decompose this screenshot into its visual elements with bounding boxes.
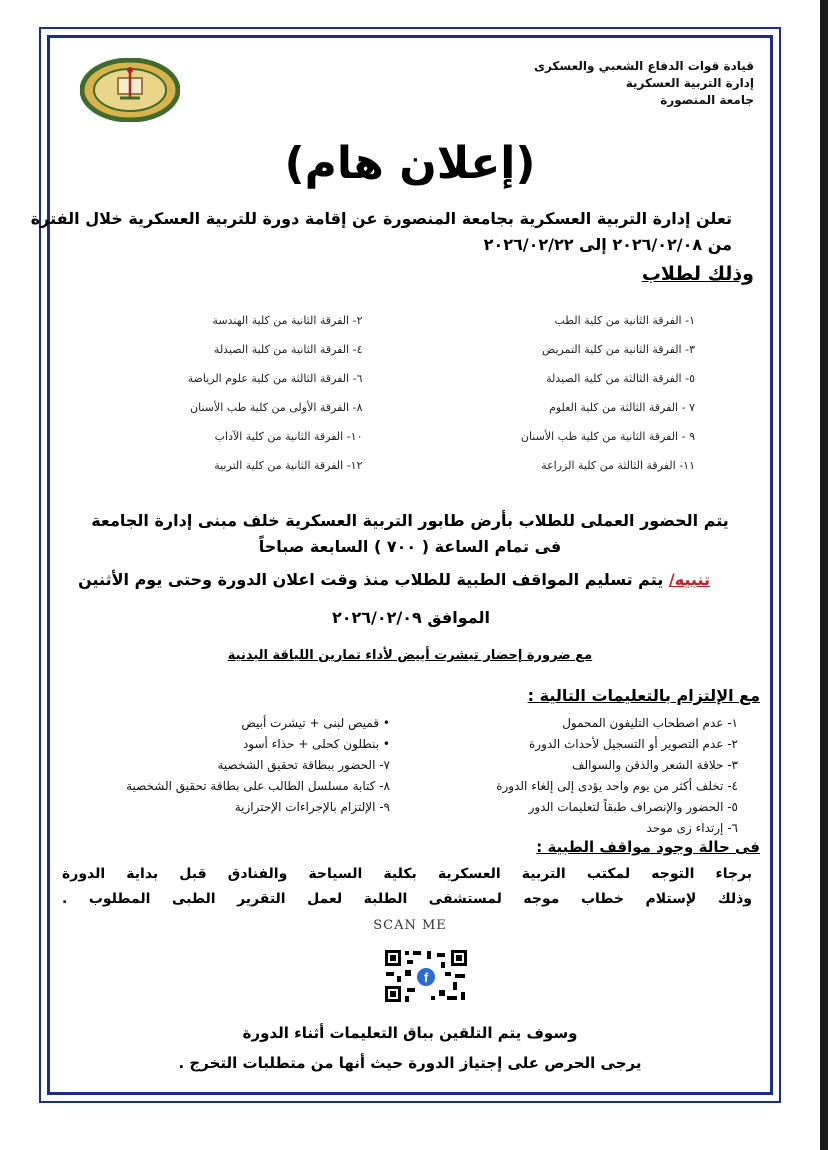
medical-heading: فى حالة وجود مواقف الطبية :: [536, 838, 760, 856]
medical-line: برجاء التوجه لمكتب التربية العسكرية بكلية السياحة والفنادق قبل بداية الدورة: [62, 866, 752, 882]
instructions-left-column: [126, 713, 390, 818]
intro-paragraph: [31, 206, 732, 258]
instruction-item: • بنطلون كحلى + حذاء أسود: [242, 737, 390, 751]
instruction-item: • قميص لبنى + تيشرت أبيض: [241, 716, 390, 730]
faculty-item: ٢- الفرقة الثانية من كلية الهندسة: [212, 314, 363, 327]
scan-me-label: SCAN ME: [373, 918, 447, 933]
faculty-list: [150, 312, 695, 475]
header-line: جامعة المنصورة: [660, 93, 754, 107]
attendance-line: فى تمام الساعة ( ٧٠٠ ) السابعة صباحاً: [258, 537, 562, 556]
note-date: الموافق ٢٠٢٦/٠٢/٠٩: [331, 608, 490, 627]
inner-border: [47, 35, 773, 1095]
svg-text:f: f: [423, 970, 429, 985]
page-title: (إعلان هام): [284, 138, 536, 189]
note-paragraph: [78, 570, 710, 589]
instruction-item: ٢- عدم التصوير أو التسجيل لأحداث الدورة: [529, 737, 738, 751]
instruction-item: ٦- إرتداء زى موحد: [646, 821, 738, 835]
instruction-item: ٧- الحضور ببطاقة تحقيق الشخصية: [217, 758, 390, 772]
faculty-item: ٨- الفرقة الأولى من كلية طب الأسنان: [190, 401, 363, 414]
faculty-item: ١١- الفرقة الثالثة من كلية الزراعة: [541, 459, 695, 472]
instructions-heading: مع الإلتزام بالتعليمات التالية :: [527, 686, 760, 705]
header-line: إدارة التربية العسكرية: [625, 76, 754, 90]
closing-paragraph: [0, 1018, 820, 1078]
medical-paragraph: [62, 862, 752, 912]
instruction-item: ١- عدم اصطحاب التليفون المحمول: [562, 716, 738, 730]
faculty-item: ٧ - الفرقة الثالثة من كلية العلوم: [549, 401, 695, 414]
military-education-logo: [80, 58, 180, 122]
attendance-line: يتم الحضور العملى للطلاب بأرض طابور التربية العسكرية خلف مبنى إدارة الجامعة: [91, 511, 729, 530]
faculty-item: ٣- الفرقة الثانية من كلية التمريض: [542, 343, 695, 356]
intro-line: تعلن إدارة التربية العسكرية بجامعة المنصورة عن إقامة دورة للتربية العسكرية خلال الفترة: [30, 209, 732, 228]
closing-line: يرجى الحرص على إجتياز الدورة حيث أنها من متطلبات التخرج .: [178, 1054, 642, 1072]
instructions-right-column: [496, 713, 738, 839]
issuer-header: [534, 58, 754, 109]
qr-code[interactable]: [383, 948, 469, 1004]
intro-line: من ٢٠٢٦/٠٢/٠٨ إلى ٢٠٢٦/٠٢/٢٢: [483, 235, 732, 254]
closing-line: وسوف يتم التلقين بباق التعليمات أثناء الدورة: [242, 1024, 578, 1042]
instruction-item: ٤- تخلف أكثر من يوم واحد يؤدى إلى إلغاء الدورة: [496, 779, 738, 793]
faculty-item: ٩ - الفرقة الثانية من كلية طب الأسنان: [520, 430, 695, 443]
for-students-heading: وذلك لطلاب: [641, 263, 754, 285]
medical-line: وذلك لإستلام خطاب موجه لمستشفى الطلبة لعمل التقرير الطبى المطلوب .: [62, 891, 752, 907]
faculty-item: ٦- الفرقة الثالثة من كلية علوم الرياضة: [187, 372, 363, 385]
instruction-item: ٩- الإلتزام بالإجراءات الإحترازية: [234, 800, 390, 814]
faculty-item: ٤- الفرقة الثانية من كلية الصيدلة: [213, 343, 363, 356]
instruction-item: ٥- الحضور والإنصراف طبقاً لتعليمات الدور: [528, 800, 738, 814]
faculty-item: ١٢- الفرقة الثانية من كلية التربية: [214, 459, 363, 472]
shirt-requirement: مع ضرورة إحضار تيشرت أبيض لأداء تمارين اللياقة البدنية: [227, 648, 593, 663]
note-text: يتم تسليم المواقف الطبية للطلاب منذ وقت اعلان الدورة وحتى يوم الأثنين: [78, 570, 669, 589]
instruction-item: ٣- حلاقة الشعر والذقن والسوالف: [572, 758, 738, 772]
faculty-item: ٥- الفرقة الثالثة من كلية الصيدلة: [546, 372, 695, 385]
note-tag: تنبيه/: [668, 570, 710, 589]
instruction-item: ٨- كتابة مسلسل الطالب على بطاقة تحقيق الشخصية: [126, 779, 390, 793]
attendance-paragraph: [0, 508, 820, 560]
faculty-item: ١- الفرقة الثانية من كلية الطب: [554, 314, 695, 327]
faculty-item: ١٠- الفرقة الثانية من كلية الآداب: [214, 430, 363, 443]
header-line: قيادة قوات الدفاع الشعبي والعسكرى: [533, 59, 754, 73]
